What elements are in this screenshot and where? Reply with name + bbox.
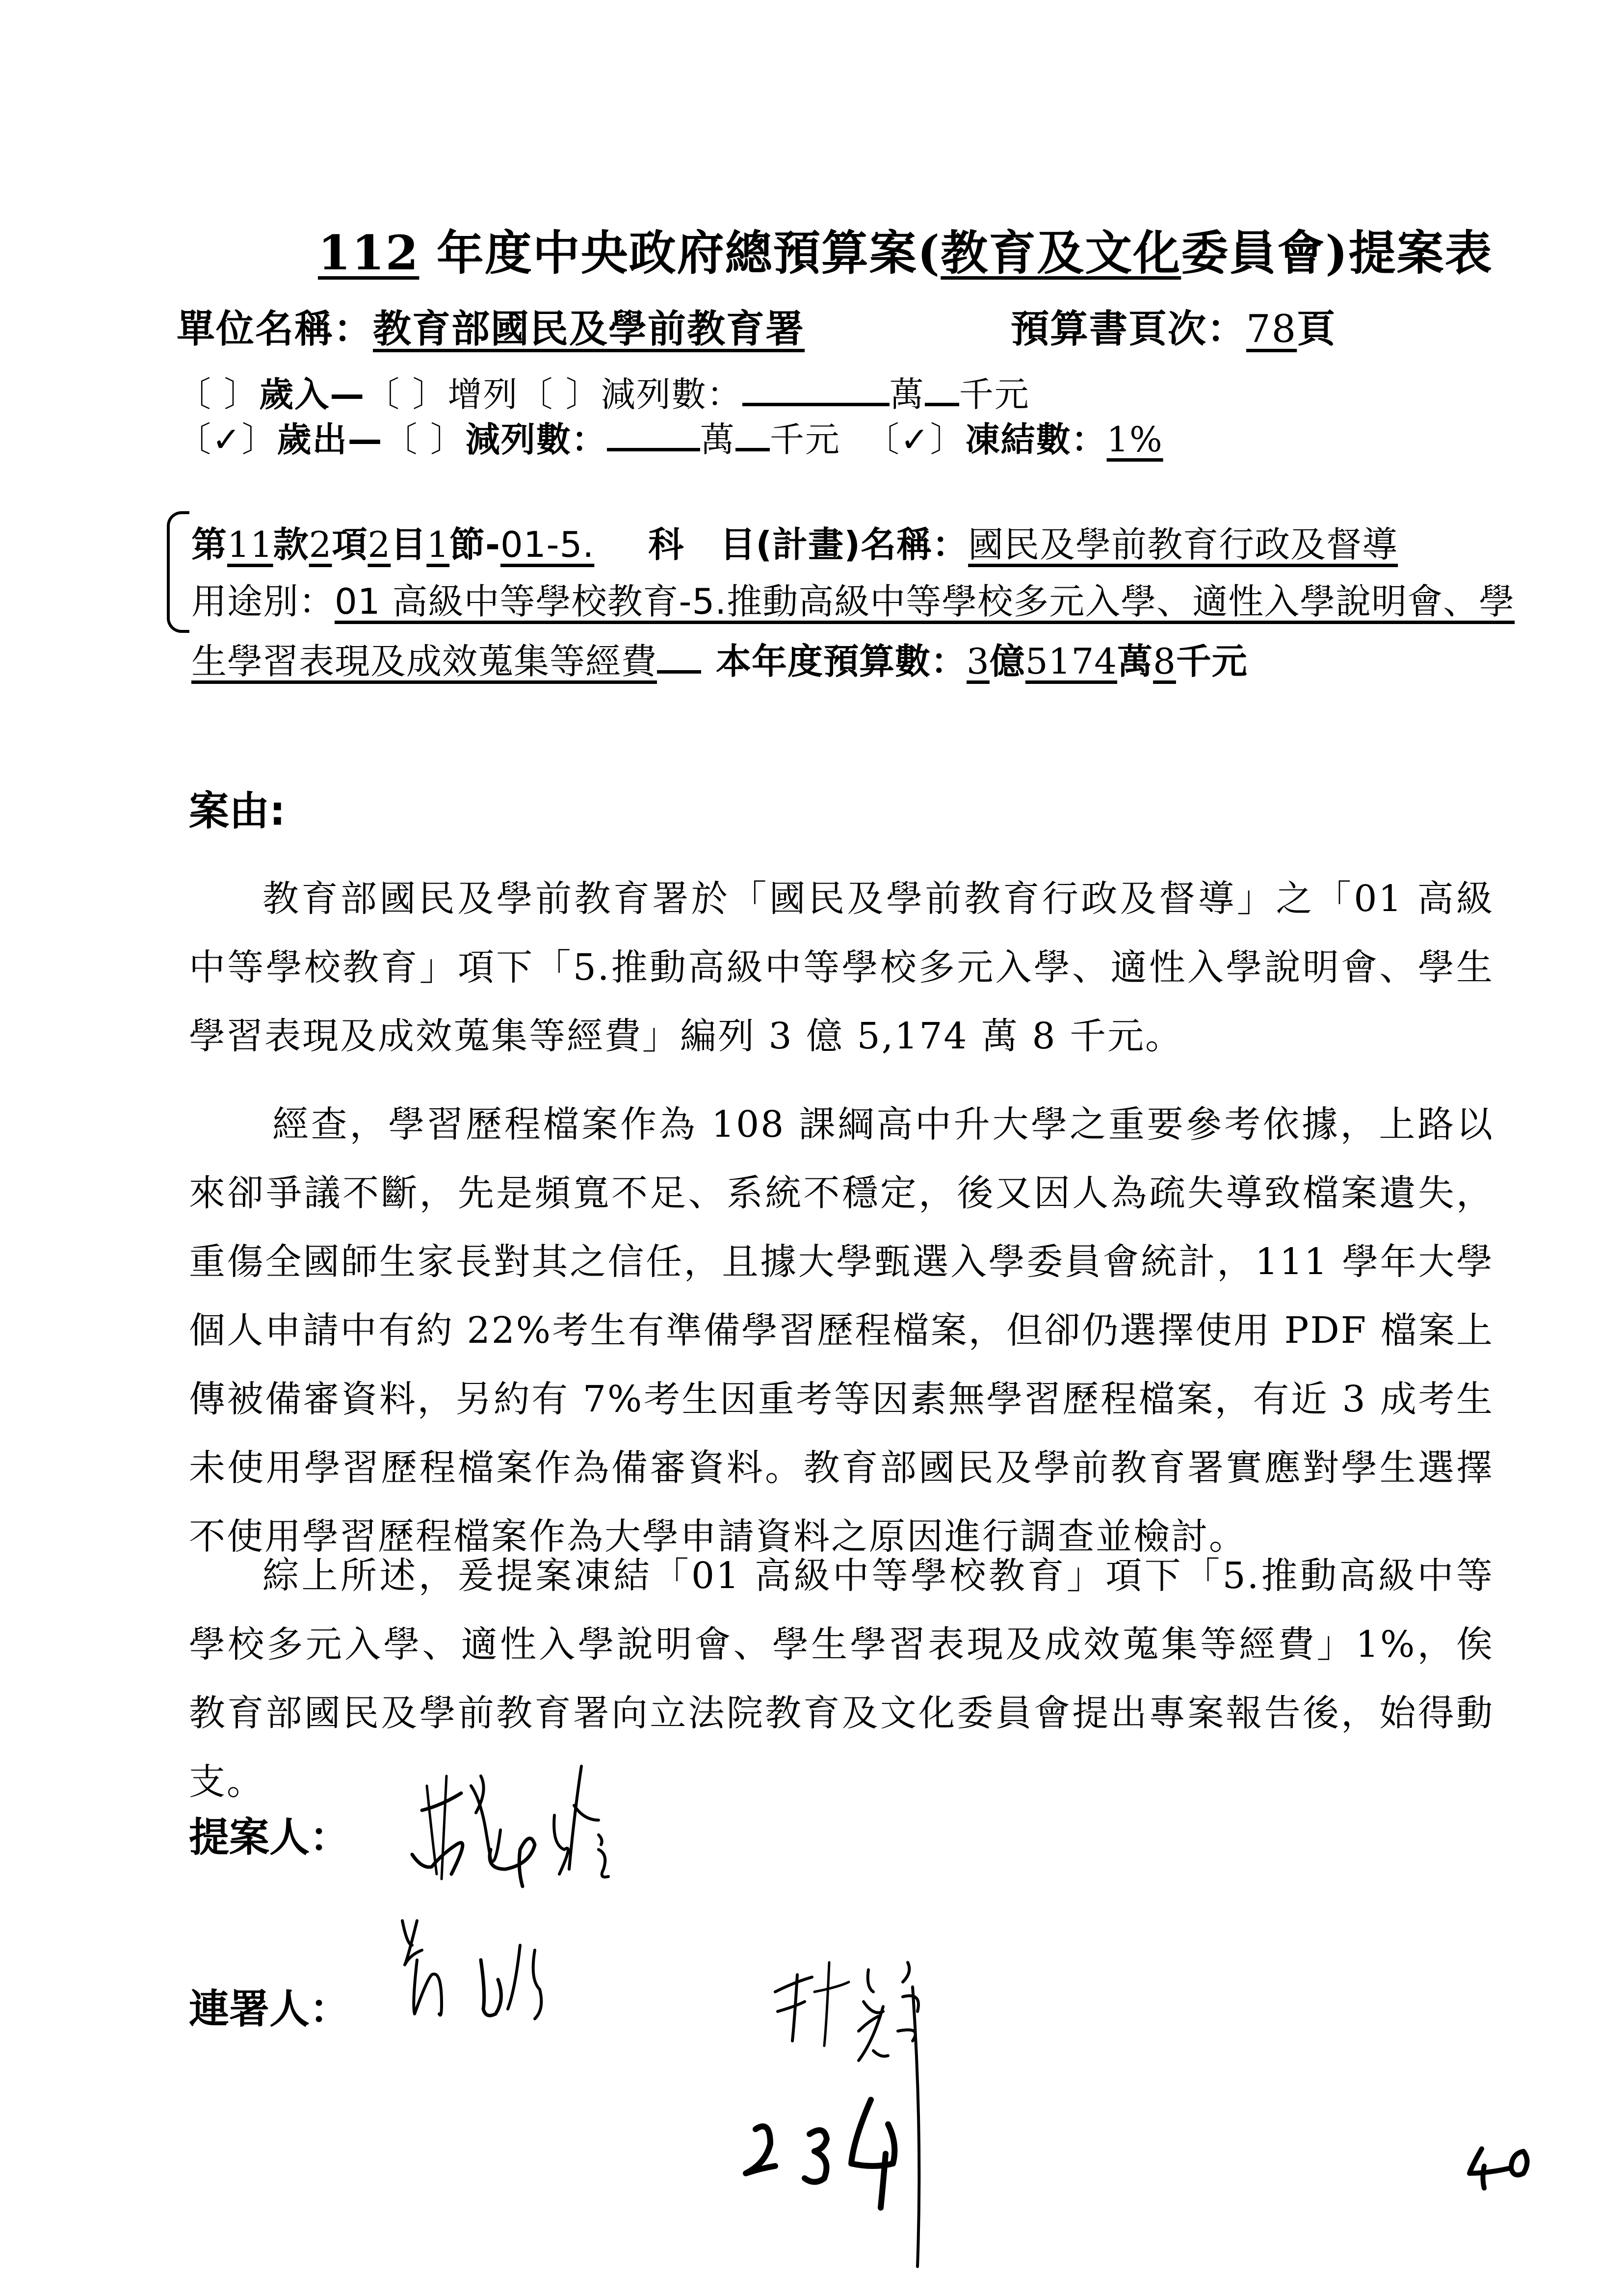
revenue-label: 歲入— xyxy=(259,374,366,415)
title-text-b: 委員會)提案表 xyxy=(1181,225,1493,281)
increase-checkbox[interactable]: 〔 〕 xyxy=(365,374,448,415)
proposer-label: 提案人： xyxy=(189,1814,350,1861)
freeze-value: 1% xyxy=(1106,419,1163,460)
freeze-label: 凍結數： xyxy=(965,419,1107,460)
xiang-label: 項 xyxy=(332,524,368,565)
decrease-checkbox[interactable]: 〔 〕 xyxy=(518,374,601,415)
budget-label: 本年度預算數： xyxy=(716,641,967,682)
budget-line xyxy=(191,633,1248,684)
kuan-label: 款 xyxy=(273,524,309,565)
cosigner-label: 連署人： xyxy=(189,1986,350,2033)
unit-label: 單位名稱： xyxy=(177,307,373,351)
expense-row xyxy=(177,412,1163,462)
reason-paragraph-1: 教育部國民及學前教育署於「國民及學前教育行政及督導」之「01 高級中等學校教育」項下「5.推動高級中等學校多元入學、適性入學說明會、學生學習表現及成效蒐集等經費」編列 3 億 5,174 萬 8 千元。 xyxy=(189,878,1494,1057)
item-code: 01-5. xyxy=(500,524,595,565)
decrease-label: 減列數： xyxy=(601,374,742,415)
jie-num: 1 xyxy=(426,524,450,565)
handwritten-number-234 xyxy=(736,2090,991,2208)
budget-yi: 億 xyxy=(989,641,1025,682)
page-value: 78 xyxy=(1246,307,1297,351)
qian-unit: 千元 xyxy=(959,374,1030,415)
budget-wan: 萬 xyxy=(1117,641,1153,682)
budget-qian: 千元 xyxy=(1176,641,1248,682)
proposer-signature xyxy=(402,1756,657,1884)
handwritten-page-number xyxy=(1462,2139,1550,2198)
increase-label: 增列 xyxy=(447,374,519,415)
item-code-line xyxy=(191,516,1398,567)
jie-label: 節- xyxy=(449,524,501,565)
subject-label: 科 目(計畫)名稱： xyxy=(648,524,969,565)
usage-label: 用途別： xyxy=(191,581,335,622)
kuan-num: 11 xyxy=(227,524,273,565)
expense-label: 歲出— xyxy=(277,419,383,460)
item-bracket xyxy=(167,511,189,633)
title-text-a: 年度中央政府總預算案( xyxy=(436,225,941,281)
expense-wan-unit: 萬 xyxy=(700,419,735,460)
reason-paragraph-2: 經查，學習歷程檔案作為 108 課綱高中升大學之重要參考依據，上路以來卻爭議不斷，先是頻寬不足、系統不穩定，後又因人為疏失導致檔案遺失，重傷全國師生家長對其之信任，且據大學甄選入學委員會統計，111 學年大學個人申請中有約 22%考生有準備學習歷程檔案，但卻仍選擇使用 PDF 檔案上傳被備審資料，另約有 7%考生因重考等因素無學習歷程檔案，有近 3 成考生未使用學習歷程檔案作為備審資料。教育部國民及學前教育署實應對學生選擇不使用學習歷程檔案作為大學申請資料之原因進行調查並檢討。 xyxy=(189,1103,1494,1558)
document-title xyxy=(318,216,1493,283)
mu-label: 目 xyxy=(391,524,427,565)
expense-qian-blank[interactable] xyxy=(735,418,770,451)
budget-yi-num: 3 xyxy=(967,641,990,682)
expense-decrease-label: 減列數： xyxy=(465,419,607,460)
page-ref xyxy=(1011,298,1336,353)
budget-qian-num: 8 xyxy=(1153,641,1176,682)
xiang-num: 2 xyxy=(309,524,332,565)
reason-paragraph-3: 綜上所述，爰提案凍結「01 高級中等學校教育」項下「5.推動高級中等學校多元入學、適性入學說明會、學生學習表現及成效蒐集等經費」1%，俟教育部國民及學前教育署向立法院教育及文化委員會提出專案報告後，始得動支。 xyxy=(189,1555,1494,1803)
revenue-row xyxy=(177,367,1030,417)
revenue-checkbox[interactable]: 〔 〕 xyxy=(177,374,260,415)
budget-wan-num: 5174 xyxy=(1025,641,1118,682)
title-year: 112 xyxy=(318,225,419,281)
expense-checkbox[interactable]: 〔✓〕 xyxy=(177,419,277,460)
usage-value-1: 01 高級中等學校教育-5.推動高級中等學校多元入學、適性入學說明會、學 xyxy=(335,581,1515,622)
reason-heading: 案由: xyxy=(189,788,286,835)
expense-decrease-checkbox[interactable]: 〔 〕 xyxy=(383,419,466,460)
wan-blank[interactable] xyxy=(742,373,890,406)
freeze-checkbox[interactable]: 〔✓〕 xyxy=(864,419,966,460)
title-committee: 教育及文化 xyxy=(941,225,1181,281)
unit-line xyxy=(177,298,805,353)
wan-unit: 萬 xyxy=(889,374,925,415)
page-suffix: 頁 xyxy=(1297,307,1336,351)
mu-num: 2 xyxy=(367,524,391,565)
subject-value: 國民及學前教育行政及督導 xyxy=(968,524,1398,565)
expense-wan-blank[interactable] xyxy=(607,418,700,451)
cosigner-signature-1 xyxy=(393,1916,589,2034)
di-label: 第 xyxy=(191,524,228,565)
usage-line xyxy=(191,573,1515,624)
expense-qian-unit: 千元 xyxy=(769,419,840,460)
page-label: 預算書頁次： xyxy=(1011,307,1247,351)
qian-blank[interactable] xyxy=(925,373,959,406)
usage-value-2: 生學習表現及成效蒐集等經費 xyxy=(191,641,657,682)
unit-value: 教育部國民及學前教育署 xyxy=(373,307,805,351)
